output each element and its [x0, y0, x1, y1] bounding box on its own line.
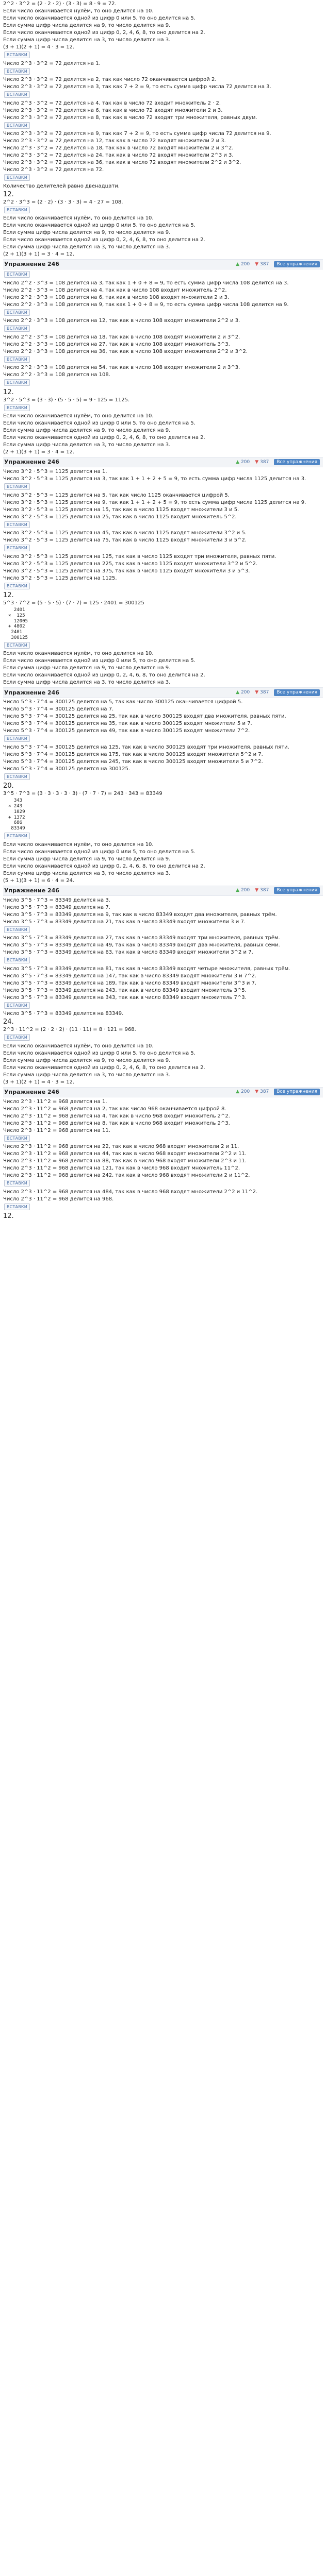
text-line: Число 2^3 · 3^2 = 72 делится на 6, так как в число 72 входят множители 2 и 3. — [3, 107, 223, 113]
text-line: Количество делителей равно двенадцати. — [3, 183, 120, 189]
text-line: Число 2^2 · 3^3 = 108 делится на 54, так как в число 108 входят множители 2 и 3^3. — [3, 365, 240, 370]
text-line: (3 + 1)(2 + 1) = 4 · 3 = 12. — [3, 1079, 75, 1085]
insert-badge[interactable]: ВСТАВКИ — [4, 926, 30, 933]
like-button[interactable] — [236, 690, 250, 696]
dislike-button[interactable] — [255, 690, 269, 696]
text-line: Число 2^3 · 11^2 = 968 делится на 8, так как в число 968 входит множитель 2^3. — [3, 1120, 230, 1126]
text-line: Число 3^2 · 5^3 = 1125 делится на 3, так как 1 + 1 + 2 + 5 = 9, то есть сумма цифр числа 1125 делится на 3. — [3, 476, 306, 482]
insert-badge-row — [4, 52, 323, 59]
text-line: (5 + 1)(3 + 1) = 6 · 4 = 24. — [3, 877, 75, 884]
insert-badge-row — [4, 545, 323, 552]
text-line: (2 + 1)(3 + 1) = 3 · 4 = 12. — [3, 449, 75, 455]
dislike-button[interactable] — [255, 262, 269, 267]
insert-badge-row — [4, 68, 323, 75]
text-line: 5^3 · 7^2 = (5 · 5 · 5) · (7 · 7) = 125 · 2401 = 300125 — [3, 600, 144, 606]
dislike-count: 387 — [260, 261, 269, 267]
text-line: Число 3^5 · 7^3 = 83349 делится на 81, так как в число 83349 входят четыре множителя, равных трём. — [3, 965, 290, 972]
text-line: 2^3 · 11^2 = (2 · 2 · 2) · (11 · 11) = 8 · 121 = 968. — [3, 1027, 136, 1033]
column-multiplication: 343 × 243 1029 + 1372 686 83349 — [8, 798, 25, 832]
insert-badge[interactable]: ВСТАВКИ — [4, 957, 30, 963]
text-line: Число 2^3 · 11^2 = 968 делится на 4, так как в число 968 входит множитель 2^2. — [3, 1113, 230, 1119]
insert-badge-row — [4, 379, 323, 386]
all-exercises-link[interactable]: Все упражнения — [274, 887, 320, 894]
like-count: 200 — [241, 261, 250, 267]
text-line: Число 3^2 · 5^3 = 1125 делится на 1. — [3, 469, 107, 474]
text-line: Число 3^2 · 5^3 = 1125 делится на 375, так как в число 1125 входят множители 3 и 5^3. — [3, 568, 250, 574]
text-line: Число 3^2 · 5^3 = 1125 делится на 1125. — [3, 575, 117, 581]
answer-number: 12. — [3, 1212, 14, 1221]
text-line: Число 2^3 · 3^2 = 72 делится на 3, так как 7 + 2 = 9, то есть сумма цифр числа 72 делится на 3. — [3, 84, 271, 90]
solution-document — [0, 0, 326, 1220]
dislike-count: 387 — [260, 689, 269, 695]
dislike-count: 387 — [260, 1089, 269, 1095]
text-line: Если число оканчивается одной из цифр 0 или 5, то оно делится на 5. — [3, 849, 195, 855]
answer-number: 24. — [3, 1018, 14, 1026]
insert-badge-row — [4, 642, 323, 649]
like-button[interactable] — [236, 888, 250, 893]
all-exercises-link[interactable]: Все упражнения — [274, 1089, 320, 1095]
insert-badge[interactable]: ВСТАВКИ — [4, 521, 30, 528]
text-line: 2^2 · 3^3 = (2 · 2) · (3 · 3 · 3) = 4 · 27 = 108. — [3, 199, 123, 205]
like-button[interactable] — [236, 1089, 250, 1095]
thumb-up-icon: ▲ — [236, 888, 240, 893]
text-line: Если сумма цифр числа делится на 9, то число делится на 9. — [3, 1057, 171, 1063]
text-line: Если число оканчивается нулём, то оно делится на 10. — [3, 8, 154, 14]
insert-badge-row — [4, 1002, 323, 1009]
all-exercises-link[interactable]: Все упражнения — [274, 459, 320, 466]
insert-badge[interactable]: ВСТАВКИ — [4, 833, 30, 839]
text-line: Число 3^2 · 5^3 = 1125 делится на 25, так как в число 1125 входит множитель 5^2. — [3, 514, 237, 520]
text-line: Число 5^3 · 7^4 = 300125 делится на 300125. — [3, 766, 131, 772]
insert-badge[interactable]: ВСТАВКИ — [4, 404, 30, 411]
text-line: Если число оканчивается одной из цифр 0, 2, 4, 6, 8, то оно делится на 2. — [3, 863, 205, 869]
text-line: Число 2^3 · 11^2 = 968 делится на 968. — [3, 1196, 114, 1202]
text-line: Число 5^3 · 7^4 = 300125 делится на 125, так как в число 300125 входят три множителя, равных пяти. — [3, 744, 289, 750]
text-line: Число 2^3 · 3^2 = 72 делится на 9, так как 7 + 2 = 9, то есть сумма цифр числа 72 делится на 9. — [3, 131, 271, 137]
text-line: Число 2^3 · 3^2 = 72 делится на 4, так как в число 72 входит множитель 2 · 2. — [3, 100, 221, 106]
text-line: Число 2^3 · 11^2 = 968 делится на 1. — [3, 1098, 107, 1105]
insert-badge[interactable]: ВСТАВКИ — [4, 207, 30, 213]
insert-badge-row — [4, 1135, 323, 1142]
text-line: 3^2 · 5^3 = (3 · 3) · (5 · 5 · 5) = 9 · 125 = 1125. — [3, 397, 130, 403]
dislike-count: 387 — [260, 459, 269, 465]
text-line: Число 2^3 · 3^2 = 72 делится на 1. — [3, 60, 101, 66]
exercise-title[interactable]: Упражнение 246 — [4, 887, 59, 894]
text-line: Число 3^5 · 7^3 = 83349 делится на 27, так как в число 83349 входят три множителя, равных трём. — [3, 935, 280, 941]
exercise-bar — [3, 687, 323, 698]
text-line: Если сумма цифр числа делится на 9, то число делится на 9. — [3, 428, 171, 433]
text-line: Если число оканчивается нулём, то оно делится на 10. — [3, 1043, 154, 1049]
text-line: Если число оканчивается одной из цифр 0 или 5, то оно делится на 5. — [3, 420, 195, 426]
text-line: Число 2^3 · 11^2 = 968 делится на 484, так как в число 968 входят множители 2^2 и 11^2. — [3, 1189, 258, 1195]
text-line: Число 2^2 · 3^3 = 108 делится на 27, так как в число 108 входит множитель 3^3. — [3, 341, 230, 347]
like-count: 200 — [241, 888, 250, 893]
text-line: Число 2^2 · 3^3 = 108 делится на 108. — [3, 372, 110, 378]
text-line: Число 3^5 · 7^3 = 83349 делится на 49, так как в число 83349 входят два множителя, равных семи. — [3, 942, 280, 948]
insert-badge-row — [4, 957, 323, 964]
text-line: Число 2^3 · 11^2 = 968 делится на 11. — [3, 1127, 110, 1133]
column-multiplication: 2401 × 125 12005 + 4802 2401 300125 — [8, 607, 28, 640]
text-line: (3 + 1)(2 + 1) = 4 · 3 = 12. — [3, 44, 75, 50]
insert-badge-row — [4, 1034, 323, 1041]
text-line: Число 3^2 · 5^3 = 1125 делится на 125, так как в число 1125 входят три множителя, равных пяти. — [3, 553, 276, 560]
text-line: Число 3^5 · 7^3 = 83349 делится на 243, так как в число 83349 входит множитель 3^5. — [3, 987, 247, 993]
text-line: Число 2^3 · 3^2 = 72 делится на 24, так как в число 72 входят множители 2^3 и 3. — [3, 152, 234, 158]
insert-badge-row — [4, 926, 323, 934]
dislike-button[interactable] — [255, 460, 269, 465]
text-line: Число 5^3 · 7^4 = 300125 делится на 35, так как в число 300125 входят множители 5 и 7. — [3, 721, 252, 727]
text-line: Число 3^5 · 7^3 = 83349 делится на 3. — [3, 897, 110, 903]
text-line: Число 2^2 · 3^3 = 108 делится на 4, так как в число 108 входит множитель 2^2. — [3, 287, 227, 293]
thumb-down-icon: ▼ — [255, 261, 259, 267]
insert-badge-row — [4, 122, 323, 129]
text-line: (2 + 1)(3 + 1) = 3 · 4 = 12. — [3, 251, 75, 257]
answer-number: 12. — [3, 591, 14, 599]
answer-number: 20. — [3, 782, 14, 790]
thumb-up-icon: ▲ — [236, 689, 240, 695]
text-line: Число 5^3 · 7^4 = 300125 делится на 49, так как в число 300125 входят множители 7^2. — [3, 728, 250, 734]
text-line: Число 5^3 · 7^4 = 300125 делится на 245, так как в число 300125 входят множители 5 и 7^2. — [3, 758, 263, 765]
text-line: Число 2^2 · 3^3 = 108 делится на 12, так как в число 108 входят множители 2^2 и 3. — [3, 318, 240, 324]
text-line: Число 3^2 · 5^3 = 1125 делится на 9, так как 1 + 1 + 2 + 5 = 9, то есть сумма цифр числа 1125 делится на 9. — [3, 499, 306, 505]
insert-badge[interactable]: ВСТАВКИ — [4, 583, 30, 589]
text-line: 3^5 · 7^3 = (3 · 3 · 3 · 3 · 3) · (7 · 7 · 7) = 243 · 343 = 83349 — [3, 791, 162, 797]
text-line: Число 2^3 · 3^2 = 72 делится на 8, так как в число 72 входят три множителя, равных двум. — [3, 114, 257, 121]
text-line: Число 3^5 · 7^3 = 83349 делится на 147, так как в число 83349 входят множители 3 и 7^2. — [3, 973, 257, 979]
text-line: Если сумма цифр числа делится на 3, то число делится на 3. — [3, 244, 171, 250]
thumb-down-icon: ▼ — [255, 689, 259, 695]
dislike-button[interactable] — [255, 888, 269, 893]
text-line: Число 2^2 · 3^3 = 108 делится на 36, так как в число 108 входят множители 2^2 и 3^2. — [3, 348, 248, 354]
text-line: Если число оканчивается одной из цифр 0, 2, 4, 6, 8, то оно делится на 2. — [3, 672, 205, 679]
text-line: Число 5^3 · 7^4 = 300125 делится на 7. — [3, 706, 114, 713]
text-line: Число 3^5 · 7^3 = 83349 делится на 21, так как в число 83349 входят множители 3 и 7. — [3, 919, 246, 925]
insert-badge-row — [4, 325, 323, 332]
text-line: Число 2^3 · 3^2 = 72 делится на 72. — [3, 167, 104, 173]
text-line: Число 2^2 · 3^3 = 108 делится на 9, так как 1 + 0 + 8 = 9, то есть сумма цифр числа 108 делится на 9. — [3, 301, 289, 308]
thumb-up-icon: ▲ — [236, 261, 240, 267]
insert-badge[interactable]: ВСТАВКИ — [4, 309, 30, 316]
text-line: Число 5^3 · 7^4 = 300125 делится на 175, так как в число 300125 входят множители 5^2 и 7. — [3, 751, 263, 757]
text-line: Число 2^3 · 11^2 = 968 делится на 242, так как в число 968 входят множители 2 и 11^2. — [3, 1173, 250, 1179]
insert-badge[interactable]: ВСТАВКИ — [4, 271, 30, 278]
text-line: Число 2^3 · 3^2 = 72 делится на 12, так как в число 72 входят множители 2 и 3. — [3, 138, 226, 144]
insert-badge-row — [4, 309, 323, 316]
like-count: 200 — [241, 689, 250, 695]
text-line: Если число оканчивается одной из цифр 0, 2, 4, 6, 8, то оно делится на 2. — [3, 435, 205, 440]
insert-badge-row — [4, 91, 323, 98]
insert-badge-row — [4, 773, 323, 781]
thumb-down-icon: ▼ — [255, 888, 259, 893]
thumb-up-icon: ▲ — [236, 1089, 240, 1095]
insert-badge[interactable]: ВСТАВКИ — [4, 483, 30, 490]
text-line: Число 3^2 · 5^3 = 1125 делится на 5, так как число 1125 оканчивается цифрой 5. — [3, 492, 230, 498]
insert-badge[interactable]: ВСТАВКИ — [4, 379, 30, 386]
thumb-down-icon: ▼ — [255, 1089, 259, 1095]
exercise-bar — [3, 886, 323, 896]
like-button[interactable] — [236, 262, 250, 267]
insert-badge[interactable]: ВСТАВКИ — [4, 1204, 30, 1210]
insert-badge[interactable]: ВСТАВКИ — [4, 642, 30, 649]
text-line: Число 2^3 · 11^2 = 968 делится на 88, так как в число 968 входят множители 2^3 и 11. — [3, 1158, 247, 1164]
text-line: Число 3^2 · 5^3 = 1125 делится на 45, так как в число 1125 входят множители 3^2 и 5. — [3, 530, 247, 536]
insert-badge-row — [4, 404, 323, 412]
text-line: Если число оканчивается нулём, то оно делится на 10. — [3, 413, 154, 419]
text-line: Если число оканчивается нулём, то оно делится на 10. — [3, 841, 154, 848]
text-line: Число 2^2 · 3^3 = 108 делится на 3, так как 1 + 0 + 8 = 9, то есть сумма цифр числа 108 делится на 3. — [3, 280, 289, 286]
insert-badge[interactable]: ВСТАВКИ — [4, 52, 30, 58]
thumb-down-icon: ▼ — [255, 459, 259, 465]
text-line: Число 2^3 · 3^2 = 72 делится на 36, так как в число 72 входят множители 2^2 и 3^2. — [3, 160, 241, 165]
insert-badge-row — [4, 207, 323, 214]
exercise-title[interactable]: Упражнение 246 — [4, 1088, 59, 1095]
thumb-up-icon: ▲ — [236, 459, 240, 465]
text-line: Если сумма цифр числа делится на 3, то число делится на 3. — [3, 1072, 171, 1078]
answer-number: 12. — [3, 388, 14, 396]
text-line: Если сумма цифр числа делится на 9, то число делится на 9. — [3, 856, 171, 862]
text-line: Число 2^3 · 3^2 = 72 делится на 18, так как в число 72 входят множители 2 и 3^2. — [3, 145, 234, 151]
insert-badge[interactable]: ВСТАВКИ — [4, 1135, 30, 1142]
insert-badge-row — [4, 521, 323, 529]
text-line: Число 3^2 · 5^3 = 1125 делится на 75, так как в число 1125 входят множители 3 и 5^2. — [3, 537, 247, 543]
exercise-title[interactable]: Упражнение 246 — [4, 261, 59, 268]
text-line: Число 3^5 · 7^3 = 83349 делится на 7. — [3, 904, 110, 910]
insert-badge[interactable]: ВСТАВКИ — [4, 1180, 30, 1187]
text-line: Если число оканчивается одной из цифр 0 или 5, то оно делится на 5. — [3, 223, 195, 228]
insert-badge-row — [4, 735, 323, 742]
insert-badge-row — [4, 356, 323, 363]
insert-badge-row — [4, 483, 323, 490]
text-line: Если сумма цифр числа делится на 3, то число делится на 3. — [3, 870, 171, 876]
insert-badge-row — [4, 833, 323, 840]
insert-badge[interactable]: ВСТАВКИ — [4, 325, 30, 332]
text-line: Число 5^3 · 7^4 = 300125 делится на 5, так как число 300125 оканчивается цифрой 5. — [3, 699, 243, 705]
answer-number: 12. — [3, 190, 14, 198]
text-line: Если число оканчивается одной из цифр 0 или 5, то оно делится на 5. — [3, 1050, 195, 1056]
insert-badge[interactable]: ВСТАВКИ — [4, 122, 30, 129]
exercise-title[interactable]: Упражнение 246 — [4, 459, 59, 466]
insert-badge[interactable]: ВСТАВКИ — [4, 735, 30, 742]
text-line: Число 3^5 · 7^3 = 83349 делится на 343, так как в число 83349 входит множитель 7^3. — [3, 994, 247, 1001]
insert-badge[interactable]: ВСТАВКИ — [4, 1002, 30, 1009]
text-line: Если число оканчивается одной из цифр 0, 2, 4, 6, 8, то оно делится на 2. — [3, 30, 205, 36]
text-line: Если сумма цифр числа делится на 9, то число делится на 9. — [3, 23, 171, 28]
text-line: Если сумма цифр числа делится на 9, то число делится на 9. — [3, 230, 171, 235]
text-line: Число 3^5 · 7^3 = 83349 делится на 63, так как в число 83349 входят множители 3^2 и 7. — [3, 950, 253, 956]
like-button[interactable] — [236, 460, 250, 465]
text-line: Если число оканчивается одной из цифр 0 или 5, то оно делится на 5. — [3, 658, 195, 664]
exercise-bar — [3, 1087, 323, 1097]
text-line: Число 2^3 · 3^2 = 72 делится на 2, так как число 72 оканчивается цифрой 2. — [3, 77, 217, 82]
text-line: Если сумма цифр числа делится на 3, то число делится на 3. — [3, 442, 171, 448]
text-line: Число 2^2 · 3^3 = 108 делится на 18, так как в число 108 входят множители 2 и 3^2. — [3, 334, 240, 340]
text-line: Число 3^5 · 7^3 = 83349 делится на 9, так как в число 83349 входят два множителя, равных трём. — [3, 911, 277, 918]
insert-badge-row — [4, 1204, 323, 1211]
text-line: Если число оканчивается одной из цифр 0 или 5, то оно делится на 5. — [3, 15, 195, 21]
text-line: Число 2^3 · 11^2 = 968 делится на 44, так как в число 968 входят множители 2^2 и 11. — [3, 1151, 247, 1157]
text-line: Число 2^2 · 3^3 = 108 делится на 6, так как в число 108 входят множители 2 и 3. — [3, 294, 230, 300]
insert-badge-row — [4, 1180, 323, 1187]
insert-badge[interactable]: ВСТАВКИ — [4, 545, 30, 551]
text-line: Если число оканчивается одной из цифр 0, 2, 4, 6, 8, то оно делится на 2. — [3, 1064, 205, 1071]
like-count: 200 — [241, 1089, 250, 1095]
insert-badge[interactable]: ВСТАВКИ — [4, 91, 30, 98]
text-line: Число 5^3 · 7^4 = 300125 делится на 25, так как в число 300125 входят два множителя, равных пяти. — [3, 714, 286, 720]
text-line: Если сумма цифр числа делится на 9, то число делится на 9. — [3, 665, 171, 671]
text-line: Если сумма цифр числа делится на 3, то число делится на 3. — [3, 37, 171, 43]
text-line: Число 2^3 · 11^2 = 968 делится на 121, так как в число 968 входит множитель 11^2. — [3, 1165, 240, 1172]
all-exercises-link[interactable]: Все упражнения — [274, 689, 320, 696]
text-line: Число 2^3 · 11^2 = 968 делится на 22, так как в число 968 входят множители 2 и 11. — [3, 1144, 239, 1150]
text-line: Если число оканчивается нулём, то оно делится на 10. — [3, 215, 154, 221]
text-line: Число 3^5 · 7^3 = 83349 делится на 83349. — [3, 1011, 124, 1017]
insert-badge[interactable]: ВСТАВКИ — [4, 1034, 30, 1041]
exercise-bar — [3, 457, 323, 467]
text-line: Если сумма цифр числа делится на 3, то число делится на 3. — [3, 680, 171, 686]
insert-badge-row — [4, 271, 323, 278]
text-line: Число 3^2 · 5^3 = 1125 делится на 15, так как в число 1125 входят множители 3 и 5. — [3, 506, 239, 513]
dislike-button[interactable] — [255, 1089, 269, 1095]
text-line: Число 3^5 · 7^3 = 83349 делится на 189, так как в число 83349 входят множители 3^3 и 7. — [3, 980, 257, 986]
exercise-title[interactable]: Упражнение 246 — [4, 689, 59, 696]
text-line: Число 2^3 · 11^2 = 968 делится на 2, так как число 968 оканчивается цифрой 8. — [3, 1106, 226, 1112]
text-line: 2^2 · 3^2 = (2 · 2 · 2) · (3 · 3) = 8 · 9 = 72. — [3, 1, 117, 7]
insert-badge-row — [4, 174, 323, 181]
insert-badge-row — [4, 583, 323, 590]
like-count: 200 — [241, 459, 250, 465]
text-line: Число 3^2 · 5^3 = 1125 делится на 225, так как в число 1125 входят множители 3^2 и 5^2. — [3, 561, 258, 567]
insert-badge[interactable]: ВСТАВКИ — [4, 68, 30, 75]
dislike-count: 387 — [260, 888, 269, 893]
insert-badge[interactable]: ВСТАВКИ — [4, 356, 30, 363]
insert-badge[interactable]: ВСТАВКИ — [4, 773, 30, 780]
all-exercises-link[interactable]: Все упражнения — [274, 261, 320, 268]
insert-badge[interactable]: ВСТАВКИ — [4, 174, 30, 181]
exercise-bar — [3, 259, 323, 269]
text-line: Если число оканчивается одной из цифр 0, 2, 4, 6, 8, то оно делится на 2. — [3, 237, 205, 243]
text-line: Если число оканчивается нулём, то оно делится на 10. — [3, 651, 154, 657]
